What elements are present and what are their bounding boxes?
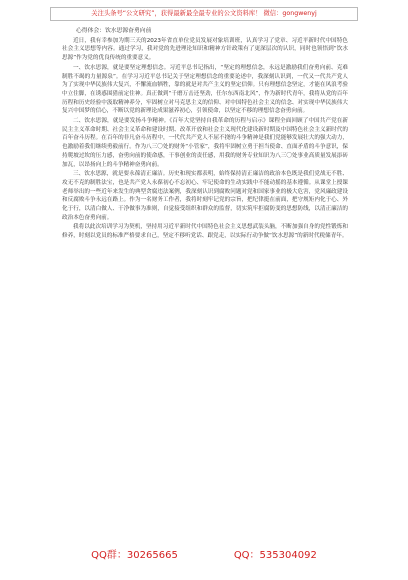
footer-qq-group: QQ群：30265665 — [91, 550, 178, 561]
document-body — [62, 27, 348, 242]
footer-contact — [0, 549, 408, 563]
banner-text: 关注头条号“公文研究”，获得最新最全最专业的公文资料库！ 微信：gongwenyj — [91, 10, 317, 17]
document-title: 心得体会：饮水思源奋勇向前 — [76, 28, 152, 34]
footer-qq: QQ：535304092 — [233, 550, 317, 561]
document-paragraph: 二、饮水思源，就是要发扬斗争精神。《百年大党坚持自我革命的历程与启示》课程全面回顾了中国共产党在新民主主义革命时期、社会主义革命和建设时期、改革开放和社会主义现代化建设新时期及中国特色社会主义新时代的百年奋斗历程。在百年的非凡奋斗历程中，一代代共产党人不屈不挠的斗争精神是我们党能够发展壮大的强大动力，也激励着我们继续勇毅前行。作为八三〇处的财务“小管家”，我将牢固树立勇于担当使命、直面矛盾的斗争意识，保持爬坡过坎的压力感，奋勇向前的使命感，干事创业的责任感，用我的财务专业知识为八三〇处事业高质量发展添砖加瓦，以昂扬向上的斗争精神奋勇向前。 — [62, 118, 348, 168]
document-paragraph: 三、饮水思源，就是要永葆清正廉洁。历史和现实都表明，始终保持清正廉洁的政治本色既是我们党战无不胜、攻无不克的制胜法宝，也是共产党人永葆初心不忘初心、牢记使命的生动实践中不能动摇的基本遵循。从课堂上授课老师举出的一些近年来发生的典型贪腐违法案例，我深刻认识到腐败问题对党和国家事业的极大危害，党风廉政建设和反腐败斗争永远在路上。作为一名财务工作者，我将时刻牢记党的宗旨，把纪律挺在前面，把守规矩内化于心、外化于行，以清白做人、干净做事为准则，自觉接受组织和群众的监督，切实筑牢拒腐防变的思想防线，以清正廉洁的政治本色奋勇向前。 — [62, 171, 348, 221]
document-paragraph: 我将以此次培训学习为契机，坚持用习近平新时代中国特色社会主义思想武装头脑，不断加强自身的党性锻炼和修养，时刻以党员的标准严格要求自己，坚定不移听党话、跟党走，以实际行动争做“饮水思源”的新时代税储青年。 — [62, 224, 348, 240]
document-paragraph: 近日，我有幸参加为期三天的2023年省直单位党员发展对象培训班，认真学习了党章、习近平新时代中国特色社会主义思想等内容。通过学习，我对党的先进理论知识和精神方针政策有了更深层次的认识，同时也领悟到“饮水思源”作为党的优良传统的重要意义。 — [62, 37, 348, 62]
top-banner — [50, 7, 358, 21]
document-paragraph: 一、饮水思源，就是要坚定理想信念。习近平总书记指出，“坚定的理想信念，永远是激励我们奋勇向前、克难制胜不竭的力量源泉”。在学习习近平总书记关于坚定理想信念的重要论述中，我深刻认识到，一代又一代共产党人为了实现中华民族伟大复兴，不懈流血牺牲，靠的就是对共产主义的坚定信仰。只有理想信念坚定，才能在风浪考验中立住脚，在诱惑围猎前定住神。真正做到“千磨万击还坚劲，任尔东西南北风”，作为新时代青年，我将从党的百年历程和历史经验中汲取精神养分，牢固树立对马克思主义的信仰、对中国特色社会主义的信念、对实现中华民族伟大复兴中国梦的信心，不断以党的新理论成果滋养初心，引领使命，以坚定不移的理想信念奋勇向前。 — [62, 64, 348, 115]
